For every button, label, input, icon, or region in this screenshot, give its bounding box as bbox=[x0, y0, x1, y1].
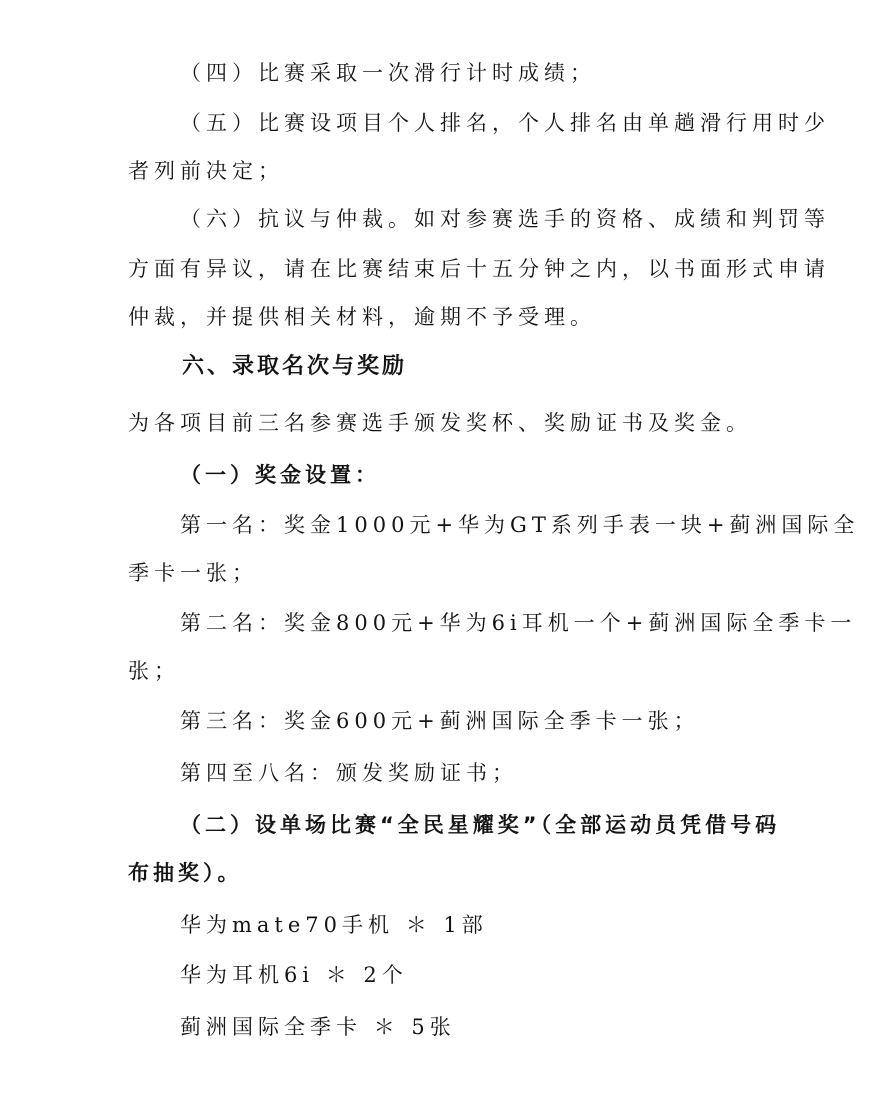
second-place-line-1: 第二名：奖金800元+华为6i耳机一个+蓟洲国际全季卡一 bbox=[180, 611, 857, 635]
first-place-line-1: 第一名：奖金1000元+华为GT系列手表一块+蓟洲国际全 bbox=[180, 513, 860, 537]
item-5-line-1: （五）比赛设项目个人排名，个人排名由单趟滑行用时少 bbox=[180, 111, 830, 135]
draw-prize-item: 华为mate70手机 ＊ 1部 bbox=[180, 913, 488, 937]
item-4-text: （四）比赛采取一次滑行计时成绩； bbox=[180, 61, 596, 85]
awards-intro: 为各项目前三名参赛选手颁发奖杯、奖励证书及奖金。 bbox=[128, 411, 752, 435]
item-6-line-3: 仲裁，并提供相关材料，逾期不予受理。 bbox=[128, 305, 596, 329]
star-award-line-2: 布抽奖）。 bbox=[128, 861, 243, 885]
fourth-to-eighth-text: 第四至八名：颁发奖励证书； bbox=[180, 761, 518, 785]
third-place-text: 第三名：奖金600元+蓟洲国际全季卡一张； bbox=[180, 709, 700, 733]
prize-settings-heading: （一）奖金设置： bbox=[180, 463, 380, 487]
item-6-line-1: （六）抗议与仲裁。如对参赛选手的资格、成绩和判罚等 bbox=[180, 207, 830, 231]
star-award-line-1: （二）设单场比赛“全民星耀奖”（全部运动员凭借号码 bbox=[180, 813, 781, 837]
draw-prize-item: 蓟洲国际全季卡 ＊ 5张 bbox=[180, 1015, 456, 1039]
item-6-line-2: 方面有异议，请在比赛结束后十五分钟之内，以书面形式申请 bbox=[128, 257, 830, 281]
first-place-line-2: 季卡一张； bbox=[128, 561, 258, 585]
second-place-line-2: 张； bbox=[128, 659, 180, 683]
draw-prize-item: 华为耳机6i ＊ 2个 bbox=[180, 963, 408, 987]
section-6-heading: 六、录取名次与奖励 bbox=[182, 354, 408, 379]
item-5-line-2: 者列前决定； bbox=[128, 159, 284, 183]
